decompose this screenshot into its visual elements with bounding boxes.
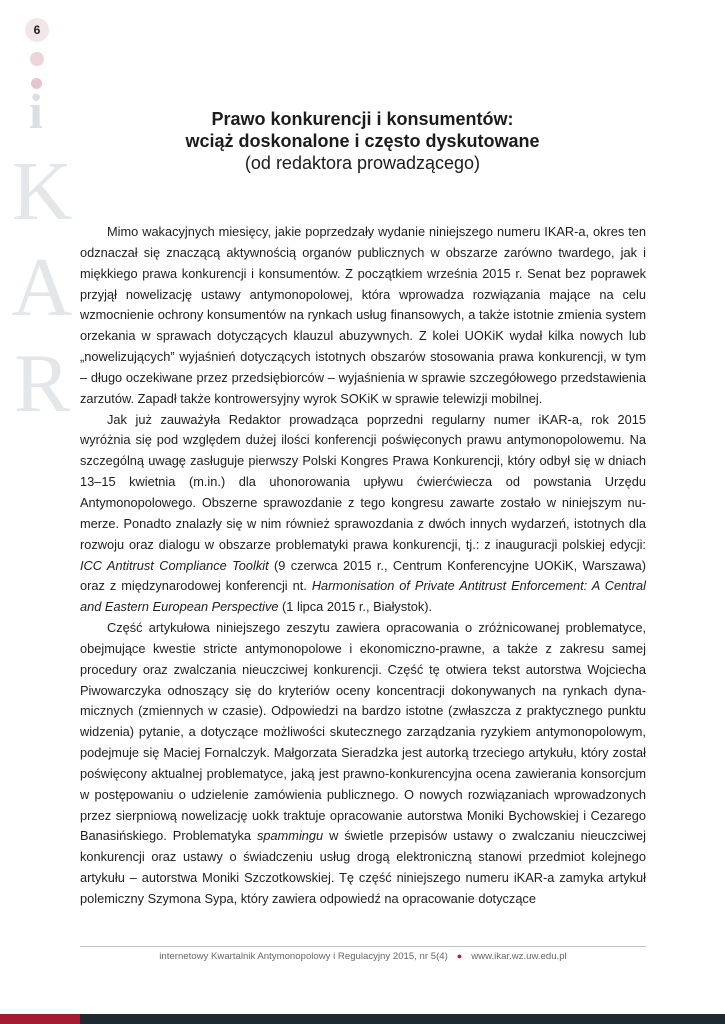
footer-url: www.ikar.wz.uw.edu.pl: [471, 951, 567, 962]
page-footer: [80, 951, 646, 962]
text-run: Mimo wakacyjnych miesięcy, jakie poprzedzały wydanie niniejszego numeru IKAR-a, okres ten odznaczał się znaczącą aktywnością organów publicznych w obszarze zarówno twardego, jak i miękkiego prawa konkurencji i konsumentów. Z początkiem września 2015 r. Senat bez poprawek przyjął nowelizację ustawy antymonopolowej, która wprowadza rozwiązania mające na celu wzmocnienie ochrony konsumentów na rynkach usług finansowych, a także istotnie zmienia system orzekania w sprawach dotyczących klauzul abuzywnych. Z kolei UOKiK wydał kilka nowych lub „nowelizujących” wyjaśnień dotyczących istotnych obszarów stosowania prawa konkurencji, w tym – długo oczekiwane przez przedsiębiorców – wyjaśnienia w sprawie szczegółowego przedstawienia zarzutów. Zapadł także kontrowersyjny wyrok SOKiK w sprawie telewizji mobilnej.: [80, 224, 646, 406]
text-run: (9 czerwca 2015 r., Centrum Konferencyjne UOKiK, Warszawa) oraz z międzynarodowej konferencji nt.: [80, 557, 646, 594]
rail-letter-i: i: [29, 83, 43, 139]
footer-divider: [80, 946, 646, 947]
text-run: Jak już zauważyła Redaktor prowadząca poprzedni regularny numer iKAR-a, rok 2015 wyróżnia się pod względem dużej ilości konferencji poświęconych prawu antymonopolowemu. Na szczególną uwagę zasługuje pierwszy Polski Kongres Prawa Konkurencji, który odbył się w dniach 13–15 kwietnia (m.in.) dla uhonorowania upływu ćwierćwiecza od powstania Urzędu Antymonopolowego. Obszerne sprawozdanie z tego kongresu zawarte zostało w niniejszym numerze. Ponadto znalazły się w nim również sprawozdania z dwóch innych wydarzeń, istotnych dla rozwoju oraz dialogu w obszarze problematyki prawa konkurencji, tj.: z inauguracji polskiej edycji:: [80, 411, 646, 552]
title-line-1: Prawo konkurencji i konsumentów:: [211, 109, 514, 129]
decorative-dot: [30, 52, 44, 66]
text-run: (1 lipca 2015 r., Białystok).: [278, 599, 433, 615]
text-run: Część artykułowa niniejszego zeszytu zawiera opracowania o zróżnicowanej problematyce, obejmujące kwestie stricte antymonopolowe i ekonomiczno-prawne, a także z zakresu samej procedury oraz zwalczania nieuczciwej konkurencji. Część tę otwiera tekst autorstwa Wojciecha Piwowarczyka odnoszący się do kryteriów oceny koncentracji dokonywanych na rynkach dynamicznych (zmiennych w czasie). Odpowiedzi na bardzo istotne (zwłaszcza z praktycznego punktu widzenia) pytanie, a dotyczące możliwości skutecznego zarządzania ryzykiem antymonopolowym, podejmuje się Maciej Fornalczyk. Małgorzata Sieradzka jest autorką trzeciego artykułu, który został poświęcony aktualnej problematyce, jaką jest prawno-konkurencyjna ocena zawierania konsorcjum w postępowaniu o udzielenie zamówienia publicznego. O nowych rozwiązaniach wprowadzonych przez sierpniową nowelizację uokk traktuje opracowanie autorstwa Moniki Bychowskiej i Cezarego Banasińskiego. Problematyka: [80, 620, 646, 844]
italic-text: spammingu: [257, 828, 324, 844]
italic-text: Harmonisation of Private Antitrust Enforcement: A Central and Eastern European Perspective: [80, 578, 647, 615]
rail-letter-r: R: [13, 337, 71, 430]
text-run: w świetle przepisów ustawy o zwalczaniu nieuczciwej konkurencji oraz ustawy o świadczeniu usług drogą elektroniczną stanowi przedmiot kolejnego artykułu – autorstwa Moniki Szczotkowskiej. Tę część niniejszego numeru iKAR-a zamyka artykuł polemiczny Szymona Sypa, który zawiera odpowiedź na opracowanie dotyczące: [80, 828, 647, 906]
italic-text: ICC Antitrust Compliance Toolkit: [80, 557, 269, 573]
article-body: [80, 222, 646, 910]
article-title: [80, 108, 645, 174]
rail-letter-k: K: [11, 145, 73, 238]
title-line-2: wciąż doskonalone i często dyskutowane: [185, 131, 540, 151]
page-number: 6: [25, 18, 49, 42]
rail-letter-a: A: [11, 241, 73, 334]
footer-bullet-icon: ●: [456, 951, 463, 961]
bottom-bar: [80, 1014, 725, 1024]
bottom-bar-accent: [0, 1014, 80, 1024]
title-subtitle: (od redaktora prowadzącego): [244, 153, 481, 173]
paragraph-1: [80, 222, 646, 410]
paragraph-3: [80, 618, 646, 910]
footer-journal-name: internetowy Kwartalnik Antymonopolowy i Regulacyjny 2015, nr 5(4): [159, 951, 448, 962]
paragraph-2: [80, 410, 646, 618]
